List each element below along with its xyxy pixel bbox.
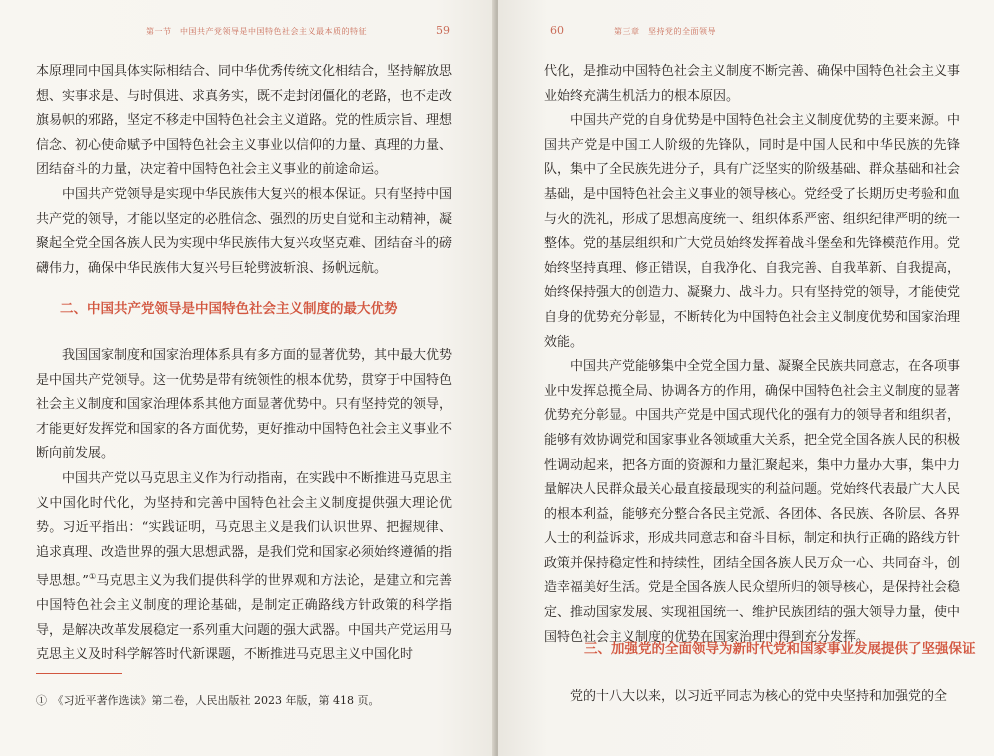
left-paragraph-4 [36,467,452,668]
left-page [0,0,496,756]
right-heading-block [584,637,976,662]
right-paragraph-2: 中国共产党的自身优势是中国特色社会主义制度优势的主要来源。中国共产党是中国工人阶级的先锋队，同时是中国人民和中华民族的先锋队，集中了全民族先进分子，具有广泛坚实的阶级基础、群众基础和社会基础，是中国特色社会主义事业的领导核心。党经受了长期历史考验和血与火的洗礼，形成了思想高度统一、组织体系严密、组织纪律严明的统一整体。党的基层组织和广大党员始终发挥着战斗堡垒和先锋模范作用。党始终坚持真理、修正错误，自我净化、自我完善、自我革新、自我提高，始终保持强大的创造力、凝聚力、战斗力。只有坚持党的领导，才能使党自身的优势充分彰显，不断转化为中国特色社会主义制度优势和国家治理效能。 [544,113,961,350]
right-paragraph-4: 党的十八大以来，以习近平同志为核心的党中央坚持和加强党的全 [570,689,948,704]
left-paragraph-3: 我国国家制度和国家治理体系具有多方面的显著优势，其中最大优势是中国共产党领导。这一优势是带有统领性的根本优势，贯穿于中国特色社会主义制度和国家治理体系其他方面显著优势中。只有坚持党的领导，才能更好发挥党和国家的各方面优势，更好推动中国特色社会主义事业不断向前发展。 [36,348,453,462]
footnote-rule [36,673,122,674]
page-number-left: 59 [436,24,450,37]
left-body-bottom [36,344,452,668]
footnote-text: ① 《习近平著作选读》第二卷，人民出版社 2023 年版，第 418 页。 [36,694,380,707]
section-heading-2: 二、中国共产党领导是中国特色社会主义制度的最大优势 [60,301,398,317]
paragraph-4-part-a: 中国共产党以马克思主义作为行动指南，在实践中不断推进马克思主义中国化时代化，为坚持和完善中国特色社会主义制度提供强大理论优势。习近平指出：“实践证明，马克思主义是我们认识世界、把握规律、追求真理、改造世界的强大思想武器，是我们党和国家必须始终遵循的指导思想。” [36,470,453,589]
page-number-right: 60 [550,24,564,37]
right-body-top [544,60,960,650]
running-head-section: 第一节 中国共产党领导是中国特色社会主义最本质的特征 [146,27,367,36]
right-paragraph-1: 代化，是推动中国特色社会主义制度不断完善、确保中国特色社会主义事业始终充满生机活力的根本原因。 [544,64,961,104]
right-body-bottom [544,685,960,710]
left-body-top [36,60,452,281]
section-heading-3: 三、加强党的全面领导为新时代党和国家事业发展提供了坚强保证 [584,641,976,657]
right-paragraph-3: 中国共产党能够集中全党全国力量、凝聚全民族共同意志，在各项事业中发挥总揽全局、协调各方的作用，确保中国特色社会主义制度的显著优势充分彰显。中国共产党是中国式现代化的强有力的领导者和组织者，能够有效协调党和国家事业各领域重大关系，把全党全国各族人民的积极性调动起来，把各方面的资源和力量汇聚起来，集中力量办大事，集中力量解决人民群众最关心最直接最现实的利益问题。党始终代表最广大人民的根本利益，能够充分整合各民主党派、各团体、各民族、各阶层、各界人士的利益诉求，形成共同意志和奋斗目标，制定和执行正确的路线方针政策并保持稳定性和持续性，团结全国各族人民万众一心、共同奋斗，创造幸福美好生活。党是全国各族人民众望所归的领导核心，是保持社会稳定、推动国家发展、实现祖国统一、维护民族团结的强大领导力量，使中国特色社会主义制度的优势在国家治理中得到充分发挥。 [544,359,961,645]
left-heading-block [60,297,398,322]
right-page [498,0,994,756]
footnote-marker: ① [88,572,97,582]
paragraph-4-part-b: 马克思主义为我们提供科学的世界观和方法论，是建立和完善中国特色社会主义制度的理论基础，是制定正确路线方针政策的科学指导，是解决改革发展稳定一系列重大问题的强大武器。中国共产党运用马克思主义及时科学解答时代新课题，不断推进马克思主义中国化时 [36,573,453,663]
running-head-chapter: 第三章 坚持党的全面领导 [614,27,716,36]
left-paragraph-2: 中国共产党领导是实现中华民族伟大复兴的根本保证。只有坚持中国共产党的领导，才能以坚定的必胜信念、强烈的历史自觉和主动精神，凝聚起全党全国各族人民为实现中华民族伟大复兴攻坚克难、团结奋斗的磅礴伟力，确保中华民族伟大复兴号巨轮劈波斩浪、扬帆远航。 [36,186,453,276]
left-paragraph-1: 本原理同中国具体实际相结合、同中华优秀传统文化相结合，坚持解放思想、实事求是、与时俱进、求真务实，既不走封闭僵化的老路，也不走改旗易帜的邪路，坚定不移走中国特色社会主义道路。党的性质宗旨、理想信念、初心使命赋予中国特色社会主义事业以信仰的力量、真理的力量、团结奋斗的力量，决定着中国特色社会主义事业的前途命运。 [36,64,453,178]
